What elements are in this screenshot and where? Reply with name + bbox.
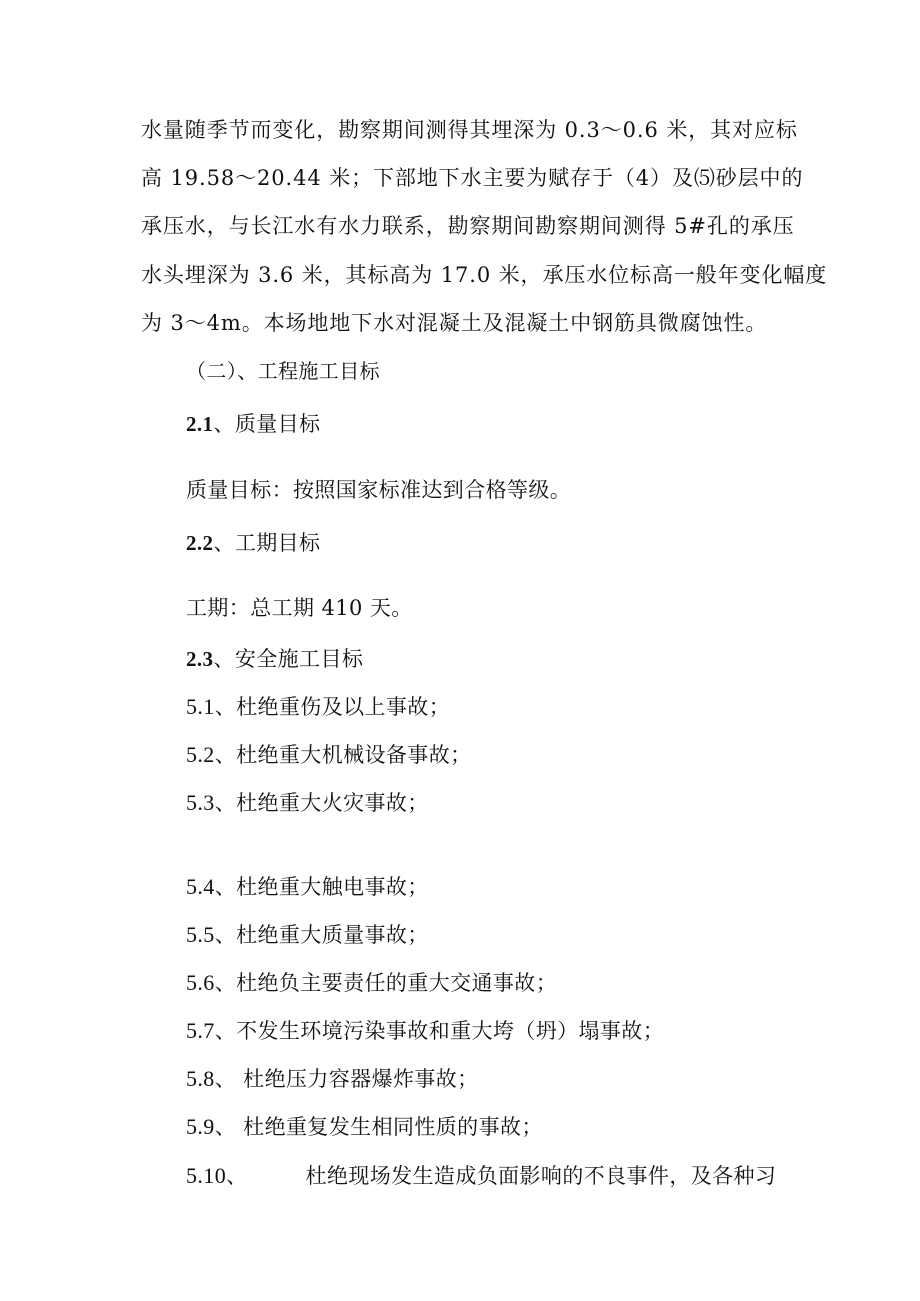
heading-number: 2.1	[186, 412, 214, 436]
list-item	[186, 1065, 479, 1093]
heading-title: 、质量目标	[213, 412, 321, 436]
quality-goal-heading	[186, 410, 320, 438]
section-heading: （二）、工程施工目标	[186, 359, 380, 383]
item-number: 5.5	[186, 922, 215, 947]
quality-goal-text: 质量目标：按照国家标准达到合格等级。	[186, 478, 572, 502]
item-text: 、杜绝负主要责任的重大交通事故；	[214, 971, 558, 995]
item-number: 5.1	[186, 694, 215, 719]
item-text: 、 杜绝压力容器爆炸事故；	[214, 1067, 479, 1091]
item-number: 5.10	[186, 1163, 227, 1188]
list-item	[186, 1162, 776, 1190]
list-item	[186, 693, 450, 721]
item-number: 5.3	[186, 790, 215, 815]
paragraph-line: 承压水，与长江水有水力联系，勘察期间勘察期间测得 5#孔的承压	[141, 214, 795, 238]
item-text: 、不发生环境污染事故和重大垮（坍）塌事故；	[214, 1019, 665, 1043]
item-text: 、杜绝重伤及以上事故；	[214, 695, 451, 719]
safety-goal-heading	[186, 645, 363, 673]
item-text: 、杜绝重大火灾事故；	[214, 791, 429, 815]
heading-number: 2.2	[186, 531, 214, 555]
item-text: 、 杜绝重复发生相同性质的事故；	[214, 1115, 543, 1139]
paragraph-line: 高 19.58～20.44 米；下部地下水主要为赋存于（4）及⑸砂层中的	[141, 166, 804, 190]
item-number: 5.4	[186, 874, 215, 899]
item-text: 、杜绝重大机械设备事故；	[214, 743, 472, 767]
heading-title: 、工期目标	[213, 531, 321, 555]
paragraph-line: 水量随季节而变化，勘察期间测得其埋深为 0.3～0.6 米，其对应标	[141, 118, 798, 142]
heading-number: 2.3	[186, 647, 214, 671]
list-item	[186, 969, 557, 997]
list-item	[186, 1017, 664, 1045]
item-number: 5.2	[186, 742, 215, 767]
item-text: 、杜绝重大质量事故；	[214, 923, 429, 947]
paragraph-line: 水头埋深为 3.6 米，其标高为 17.0 米，承压水位标高一般年变化幅度	[141, 263, 828, 287]
heading-title: 、安全施工目标	[213, 647, 364, 671]
list-item	[186, 789, 429, 817]
item-number: 5.6	[186, 970, 215, 995]
item-number: 5.8	[186, 1066, 215, 1091]
item-number: 5.9	[186, 1114, 215, 1139]
schedule-goal-heading	[186, 529, 320, 557]
schedule-goal-text: 工期：总工期 410 天。	[186, 596, 413, 620]
item-number: 5.7	[186, 1018, 215, 1043]
list-item	[186, 741, 472, 769]
list-item	[186, 921, 429, 949]
list-item	[186, 1113, 543, 1141]
paragraph-line: 为 3～4m。本场地地下水对混凝土及混凝土中钢筋具微腐蚀性。	[141, 311, 768, 335]
item-text-continued: 杜绝现场发生造成负面影响的不良事件，及各种习	[305, 1164, 777, 1188]
list-item	[186, 873, 429, 901]
item-text: 、杜绝重大触电事故；	[214, 875, 429, 899]
item-text: 、	[226, 1164, 248, 1188]
